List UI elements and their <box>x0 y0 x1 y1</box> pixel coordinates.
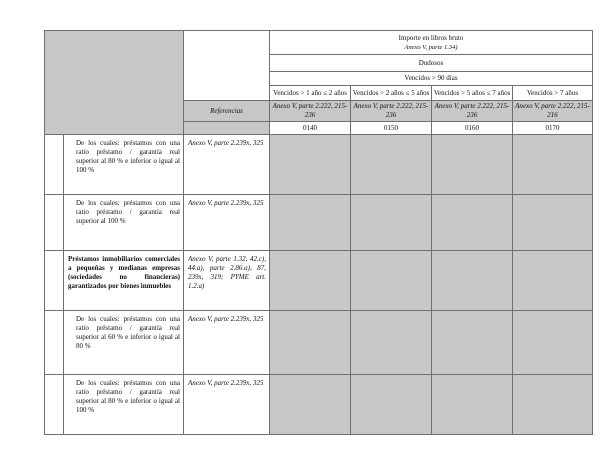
value-cell[interactable] <box>351 311 432 375</box>
table-row <box>45 195 593 251</box>
header-blank-code <box>184 122 270 135</box>
header-blank <box>45 31 184 135</box>
value-cell[interactable] <box>432 195 513 251</box>
column-code: 0140 <box>270 122 351 135</box>
row-label: Préstamos inmobiliarios comerciales a pequeñas y medianas empresas (sociedades no financieras) garantizados por bienes inmuebles <box>64 251 184 311</box>
value-cell[interactable] <box>351 135 432 195</box>
table-subtitle: Anexo V, parte 1.34) <box>404 43 458 51</box>
value-cell[interactable] <box>270 251 351 311</box>
table-row <box>45 251 593 311</box>
value-cell[interactable] <box>270 195 351 251</box>
column-ref: Anexo V, parte 2.222, 215-236 <box>351 101 432 122</box>
column-label: Vencidos > 2 años ≤ 5 años <box>351 86 432 101</box>
row-code-spacer <box>45 251 64 311</box>
header-dudosos: Dudosos <box>270 55 593 72</box>
table-row <box>45 375 593 435</box>
value-cell[interactable] <box>351 251 432 311</box>
row-code-spacer <box>45 311 64 375</box>
row-code-spacer <box>45 195 64 251</box>
value-cell[interactable] <box>432 311 513 375</box>
header-title-cell <box>270 31 593 55</box>
reporting-table <box>44 30 593 435</box>
value-cell[interactable] <box>432 135 513 195</box>
table-title: Importe en libros bruto <box>398 33 464 42</box>
row-label: De los cuales: préstamos con una ratio préstamo / garantía real superior al 100 % <box>64 195 184 251</box>
value-cell[interactable] <box>432 375 513 435</box>
value-cell[interactable] <box>270 375 351 435</box>
row-label: De los cuales: préstamos con una ratio préstamo / garantía real superior al 60 % e inferior o igual al 80 % <box>64 311 184 375</box>
row-label: De los cuales: préstamos con una ratio préstamo / garantía real superior al 80 % e inferior o igual al 100 % <box>64 375 184 435</box>
column-ref: Anexo V, parte 2.222, 215-216 <box>513 101 593 122</box>
row-code-spacer <box>45 135 64 195</box>
value-cell[interactable] <box>513 135 593 195</box>
row-ref: Anexo V, parte 2.239x, 325 <box>184 135 270 195</box>
column-code: 0150 <box>351 122 432 135</box>
column-code: 0160 <box>432 122 513 135</box>
table-row <box>45 311 593 375</box>
row-label: De los cuales: préstamos con una ratio préstamo / garantía real superior al 80 % e inferior o igual al 100 % <box>64 135 184 195</box>
value-cell[interactable] <box>513 375 593 435</box>
column-label: Vencidos > 1 año ≤ 2 años <box>270 86 351 101</box>
value-cell[interactable] <box>513 311 593 375</box>
column-ref: Anexo V, parte 2.222, 215-236 <box>270 101 351 122</box>
value-cell[interactable] <box>351 375 432 435</box>
value-cell[interactable] <box>351 195 432 251</box>
column-label: Vencidos > 7 años <box>513 86 593 101</box>
row-ref: Anexo V, parte 2.239x, 325 <box>184 195 270 251</box>
value-cell[interactable] <box>432 251 513 311</box>
table-row <box>45 135 593 195</box>
column-label: Vencidos > 5 años ≤ 7 años <box>432 86 513 101</box>
row-ref: Anexo V, parte 2.239x, 325 <box>184 311 270 375</box>
value-cell[interactable] <box>513 195 593 251</box>
column-ref: Anexo V, parte 2.222, 215-236 <box>432 101 513 122</box>
header-vencidos-90: Vencidos > 90 días <box>270 72 593 86</box>
row-code-spacer <box>45 375 64 435</box>
row-ref: Anexo V, parte 2.239x, 325 <box>184 375 270 435</box>
value-cell[interactable] <box>270 311 351 375</box>
value-cell[interactable] <box>513 251 593 311</box>
row-ref: Anexo V, parte 1.32, 42.c), 44.a), parte 2.86.a), 87, 239x, 319; PYME art. 1.2.a) <box>184 251 270 311</box>
value-cell[interactable] <box>270 135 351 195</box>
header-blank-ref <box>184 31 270 101</box>
referencias-label: Referencias <box>184 101 270 122</box>
column-code: 0170 <box>513 122 593 135</box>
